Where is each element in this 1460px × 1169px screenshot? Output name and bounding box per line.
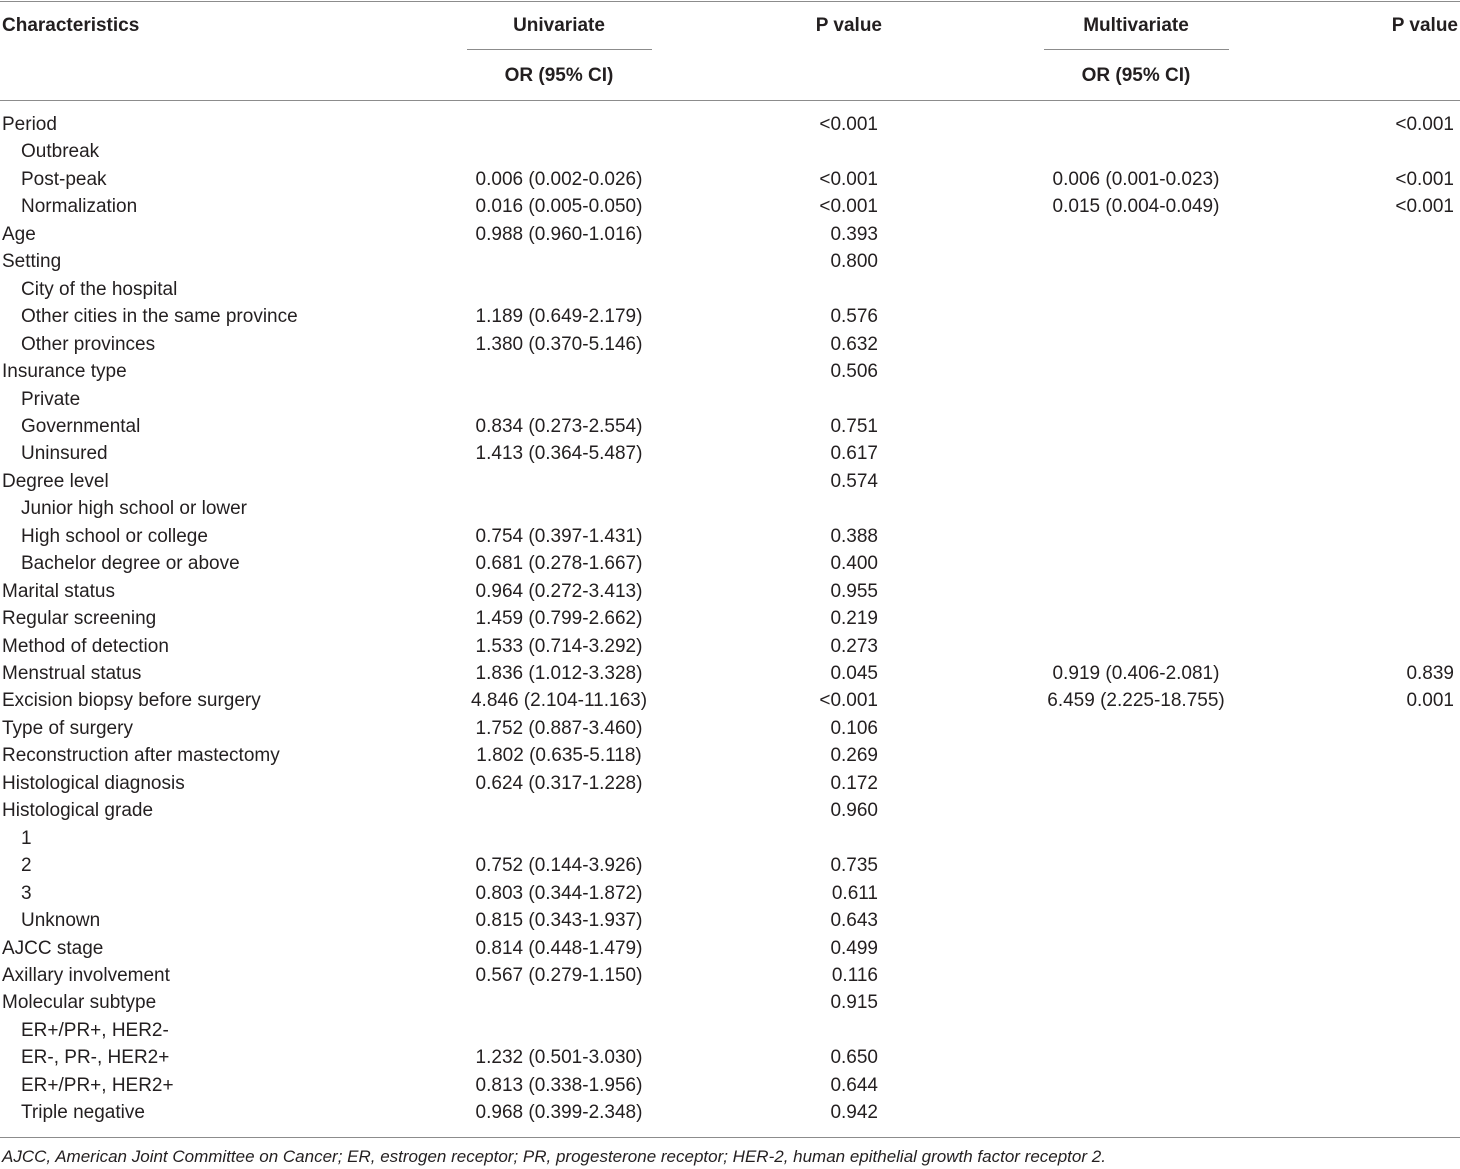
multivariate-or-ci: 0.919 (0.406-2.081)	[1052, 663, 1220, 684]
univariate-or-ci: 0.814 (0.448-1.479)	[475, 937, 643, 959]
univariate-p-value: 0.574	[830, 470, 878, 492]
univariate-or-ci: 0.016 (0.005-0.050)	[475, 196, 643, 218]
row-label: Age	[2, 223, 36, 245]
univariate-or-ci: 0.815 (0.343-1.937)	[475, 910, 643, 932]
univariate-p-value: 0.499	[830, 937, 878, 959]
table-top-rule	[0, 1, 1460, 2]
table-row	[0, 470, 1460, 497]
univariate-p-value: 0.617	[830, 443, 878, 465]
table-row	[0, 799, 1460, 826]
table-row	[0, 223, 1460, 250]
univariate-or-ci: 0.813 (0.338-1.956)	[475, 1074, 643, 1096]
univariate-p-value: 0.632	[830, 333, 878, 355]
univariate-or-ci: 1.836 (1.012-3.328)	[475, 663, 643, 684]
univariate-p-value: <0.001	[819, 114, 878, 135]
row-label: Excision biopsy before surgery	[2, 690, 261, 712]
table-footnote: AJCC, American Joint Committee on Cancer; ER, estrogen receptor; PR, progesterone receptor; HER-2, human epithelial growth factor receptor 2.	[2, 1147, 1106, 1166]
table-row	[0, 250, 1460, 277]
table-row	[0, 909, 1460, 936]
univariate-or-ci: 0.624 (0.317-1.228)	[475, 772, 643, 794]
univariate-p-value: 0.955	[830, 580, 878, 602]
univariate-p-value: 0.219	[830, 608, 878, 630]
row-label: Post-peak	[21, 168, 107, 190]
table-row	[0, 689, 1460, 716]
table-row	[0, 168, 1460, 195]
table-row	[0, 525, 1460, 552]
table-row	[0, 580, 1460, 607]
univariate-or-ci: 0.968 (0.399-2.348)	[475, 1102, 643, 1124]
row-label: 2	[21, 855, 32, 877]
multivariate-or-ci: 0.015 (0.004-0.049)	[1052, 196, 1220, 218]
row-label: Axillary involvement	[2, 964, 170, 986]
univariate-p-value: 0.388	[830, 525, 878, 547]
table-row	[0, 662, 1460, 689]
univariate-p-value: 0.735	[830, 855, 878, 877]
multivariate-p-value: <0.001	[1395, 196, 1454, 218]
univariate-or-ci: 1.752 (0.887-3.460)	[475, 717, 643, 739]
row-label: Degree level	[2, 470, 109, 492]
row-label: 1	[21, 827, 32, 849]
row-label: Outbreak	[21, 141, 100, 163]
table-row	[0, 113, 1460, 140]
table-row	[0, 195, 1460, 222]
univariate-p-value: 0.915	[830, 992, 878, 1014]
univariate-p-value: 0.116	[831, 964, 878, 986]
univariate-p-value: <0.001	[819, 168, 878, 190]
table-row	[0, 140, 1460, 167]
row-label: Histological grade	[2, 800, 154, 822]
univariate-or-ci: 0.964 (0.272-3.413)	[475, 580, 643, 602]
multivariate-subrule	[1044, 49, 1229, 50]
univariate-p-value: 0.400	[830, 553, 878, 575]
table-row	[0, 964, 1460, 991]
row-label: Reconstruction after mastectomy	[2, 745, 280, 767]
univariate-p-value: 0.644	[830, 1074, 878, 1096]
table-row	[0, 552, 1460, 579]
row-label: Molecular subtype	[2, 992, 157, 1014]
univariate-or-ci: 0.752 (0.144-3.926)	[475, 855, 643, 877]
row-label: Triple negative	[21, 1102, 145, 1124]
header-characteristics: Characteristics	[2, 15, 140, 36]
table-row	[0, 497, 1460, 524]
univariate-p-value: 0.045	[830, 663, 878, 684]
table-row	[0, 415, 1460, 442]
univariate-p-value: 0.611	[831, 882, 878, 904]
row-label: Regular screening	[2, 608, 157, 630]
univariate-or-ci: 0.803 (0.344-1.872)	[475, 882, 643, 904]
univariate-or-ci: 0.567 (0.279-1.150)	[475, 964, 643, 986]
header-multivariate: Multivariate	[1083, 15, 1189, 36]
table-row	[0, 827, 1460, 854]
univariate-p-value: 0.643	[830, 910, 878, 932]
univariate-or-ci: 0.988 (0.960-1.016)	[475, 223, 643, 245]
univariate-p-value: <0.001	[819, 196, 878, 218]
row-label: Insurance type	[2, 361, 127, 383]
univariate-or-ci: 0.834 (0.273-2.554)	[475, 415, 643, 437]
univariate-p-value: 0.172	[830, 772, 878, 794]
table-row	[0, 882, 1460, 909]
univariate-or-ci: 4.846 (2.104-11.163)	[470, 690, 648, 712]
univariate-or-ci: 1.189 (0.649-2.179)	[475, 306, 643, 328]
univariate-or-ci: 1.232 (0.501-3.030)	[475, 1047, 643, 1069]
row-label: Bachelor degree or above	[21, 553, 240, 575]
table-row	[0, 854, 1460, 881]
row-label: AJCC stage	[2, 937, 104, 959]
table-row	[0, 607, 1460, 634]
row-label: ER+/PR+, HER2+	[21, 1074, 174, 1096]
univariate-p-value: 0.393	[830, 223, 878, 245]
row-label: Menstrual status	[2, 663, 142, 684]
table-row	[0, 772, 1460, 799]
table-row	[0, 305, 1460, 332]
table-row	[0, 1074, 1460, 1101]
table-row	[0, 278, 1460, 305]
row-label: ER-, PR-, HER2+	[21, 1047, 170, 1069]
row-label: Unknown	[21, 910, 101, 932]
table-row	[0, 333, 1460, 360]
multivariate-p-value: 0.839	[1406, 663, 1454, 684]
header-p-value-univariate: P value	[815, 15, 882, 36]
row-label: Private	[21, 388, 81, 410]
row-label: Marital status	[2, 580, 115, 602]
row-label: Setting	[2, 251, 62, 273]
univariate-p-value: 0.576	[830, 306, 878, 328]
table-row	[0, 635, 1460, 662]
multivariate-or-ci: 0.006 (0.001-0.023)	[1052, 168, 1220, 190]
header-bottom-rule	[0, 100, 1460, 101]
header-or-ci-multivariate: OR (95% CI)	[1081, 65, 1191, 86]
table-row	[0, 1101, 1460, 1128]
univariate-or-ci: 0.006 (0.002-0.026)	[475, 168, 643, 190]
univariate-p-value: 0.650	[830, 1047, 878, 1069]
row-label: Type of surgery	[2, 717, 133, 739]
univariate-p-value: 0.800	[830, 251, 878, 273]
table-row	[0, 388, 1460, 415]
row-label: Uninsured	[21, 443, 108, 465]
row-label: Histological diagnosis	[2, 772, 185, 794]
multivariate-p-value: 0.001	[1406, 690, 1454, 712]
univariate-or-ci: 1.533 (0.714-3.292)	[475, 635, 643, 657]
header-or-ci-univariate: OR (95% CI)	[504, 65, 614, 86]
univariate-or-ci: 1.459 (0.799-2.662)	[475, 608, 643, 630]
univariate-or-ci: 1.380 (0.370-5.146)	[475, 333, 643, 355]
univariate-or-ci: 0.681 (0.278-1.667)	[475, 553, 643, 575]
row-label: ER+/PR+, HER2-	[21, 1019, 169, 1041]
univariate-subrule	[467, 49, 652, 50]
row-label: 3	[21, 882, 32, 904]
row-label: Normalization	[21, 196, 138, 218]
multivariate-p-value: <0.001	[1395, 168, 1454, 190]
table-row	[0, 360, 1460, 387]
univariate-or-ci: 1.802 (0.635-5.118)	[476, 745, 642, 767]
header-p-value-multivariate: P value	[1391, 15, 1458, 36]
row-label: Method of detection	[2, 635, 169, 657]
multivariate-p-value: <0.001	[1395, 114, 1454, 135]
univariate-p-value: 0.269	[830, 745, 878, 767]
row-label: Junior high school or lower	[21, 498, 248, 520]
table-row	[0, 991, 1460, 1018]
univariate-p-value: 0.106	[830, 717, 878, 739]
table-row	[0, 937, 1460, 964]
row-label: High school or college	[21, 525, 208, 547]
univariate-p-value: 0.942	[830, 1102, 878, 1124]
row-label: Other provinces	[21, 333, 156, 355]
table-row	[0, 744, 1460, 771]
multivariate-or-ci: 6.459 (2.225-18.755)	[1047, 690, 1225, 712]
row-label: Governmental	[21, 415, 141, 437]
univariate-or-ci: 1.413 (0.364-5.487)	[475, 443, 643, 465]
row-label: Other cities in the same province	[21, 306, 298, 328]
univariate-or-ci: 0.754 (0.397-1.431)	[475, 525, 643, 547]
univariate-p-value: 0.751	[830, 415, 878, 437]
table-row	[0, 1046, 1460, 1073]
header-univariate: Univariate	[513, 15, 605, 36]
table-row	[0, 1019, 1460, 1046]
row-label: Period	[2, 114, 57, 135]
univariate-p-value: 0.506	[830, 361, 878, 383]
table-bottom-rule	[0, 1137, 1460, 1138]
row-label: City of the hospital	[21, 278, 178, 300]
univariate-p-value: <0.001	[819, 690, 878, 712]
univariate-p-value: 0.273	[830, 635, 878, 657]
univariate-p-value: 0.960	[830, 800, 878, 822]
table-row	[0, 717, 1460, 744]
table-row	[0, 442, 1460, 469]
